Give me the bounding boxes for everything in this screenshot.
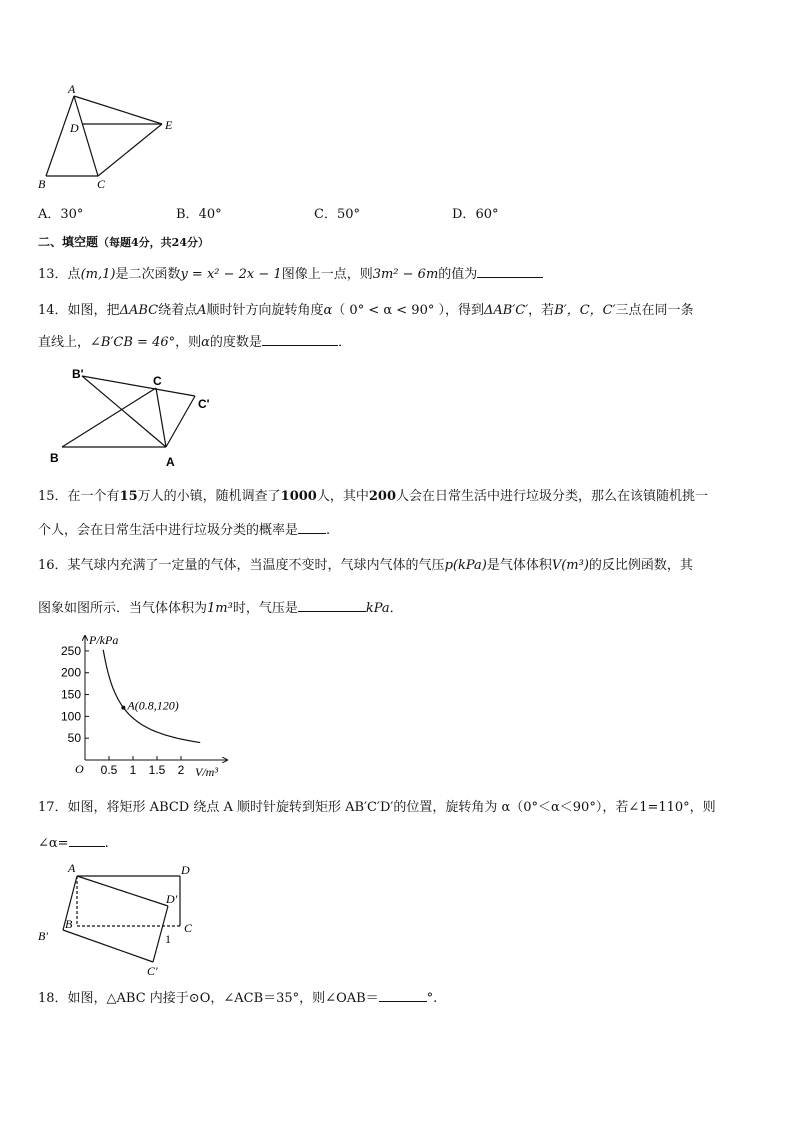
x-tick-label: 2 — [177, 763, 185, 777]
answer-blank[interactable] — [69, 832, 105, 847]
y-tick-label: 200 — [60, 665, 81, 680]
answer-blank[interactable] — [262, 331, 338, 346]
label-a: A — [68, 861, 76, 875]
answer-blank[interactable] — [298, 597, 366, 612]
label-c-prime: C' — [198, 397, 210, 411]
question-15-line1: 15．在一个有15万人的小镇，随机调查了1000人，其中200人会在日常生活中进行垃圾分类，那么在该镇随机挑一 — [38, 489, 709, 504]
x-axis-label: V/m³ — [195, 765, 218, 779]
origin-label: O — [75, 762, 84, 776]
inverse-proportion-chart — [55, 628, 245, 783]
question-16-line1: 16．某气球内充满了一定量的气体，当温度不变时，气球内气体的气压p(kPa)是气体体积V(m³)的反比例函数，其 — [38, 558, 693, 573]
y-tick-label: 250 — [60, 643, 81, 658]
label-b-prime: B′ — [38, 929, 48, 943]
question-18: 18．如图，△ABC 内接于⊙O，∠ACB＝35°，则∠OAB＝ °. — [38, 987, 437, 1009]
label-b-prime: B' — [72, 367, 84, 381]
label-d: D — [70, 121, 79, 135]
question-17-line1: 17．如图，将矩形 ABCD 绕点 A 顺时针旋转到矩形 AB′C′D′的位置，旋转角为 α（0°＜α＜90°），若∠1=110°，则 — [38, 800, 716, 815]
answer-blank[interactable] — [298, 519, 326, 534]
figure-triangle-abde — [30, 80, 190, 195]
option-c: C．50° — [314, 207, 360, 222]
curve-series — [103, 650, 200, 743]
section-heading: 二、填空题（每题4分，共24分） — [38, 235, 209, 249]
point-a — [121, 706, 125, 710]
x-tick-label: 0.5 — [100, 763, 118, 777]
label-e: E — [165, 118, 173, 132]
y-tick-label: 50 — [67, 731, 81, 746]
label-a: A — [166, 455, 175, 469]
y-tick-label: 150 — [60, 687, 81, 702]
question-15-line2: 个人，会在日常生活中进行垃圾分类的概率是 . — [38, 519, 330, 541]
figure-rotation-triangles — [40, 362, 230, 472]
label-d: D — [181, 863, 190, 877]
question-13: 13．点(m,1)是二次函数y = x² − 2x − 1图像上一点，则3m² − 6m的值为 — [38, 263, 543, 285]
option-d: D．60° — [452, 207, 499, 222]
label-c: C — [97, 177, 106, 191]
label-d-prime: D′ — [166, 892, 178, 906]
point-a-label: A(0.8,120) — [127, 698, 179, 713]
label-b: B — [50, 451, 59, 465]
angle-1-label: 1 — [165, 932, 171, 946]
label-c: C — [184, 921, 193, 935]
question-14-line1: 14．如图，把ΔABC绕着点A顺时针方向旋转角度α（ 0° < α < 90° ），得到ΔAB′C′，若B′，C，C′三点在同一条 — [38, 303, 694, 318]
option-b: B．40° — [176, 207, 222, 222]
label-b: B — [38, 177, 46, 191]
label-a: A — [68, 82, 76, 96]
y-tick-label: 100 — [60, 709, 81, 724]
question-14-line2: 直线上，∠B′CB = 46°，则α的度数是 ． — [38, 331, 351, 353]
label-b: B — [65, 917, 73, 931]
y-axis-label: P/kPa — [89, 633, 119, 647]
figure-rotated-rectangle — [35, 858, 215, 978]
question-17-line2: ∠α= . — [38, 832, 109, 854]
option-a: A．30° — [38, 207, 84, 222]
question-16-line2: 图象如图所示．当气体体积为1m³时，气压是 kPa． — [38, 597, 403, 619]
answer-blank[interactable] — [477, 263, 543, 278]
answer-blank[interactable] — [379, 987, 427, 1002]
label-c-prime: C′ — [147, 964, 158, 978]
x-tick-label: 1 — [129, 763, 137, 777]
x-tick-label: 1.5 — [148, 763, 166, 777]
label-c: C — [153, 374, 162, 388]
